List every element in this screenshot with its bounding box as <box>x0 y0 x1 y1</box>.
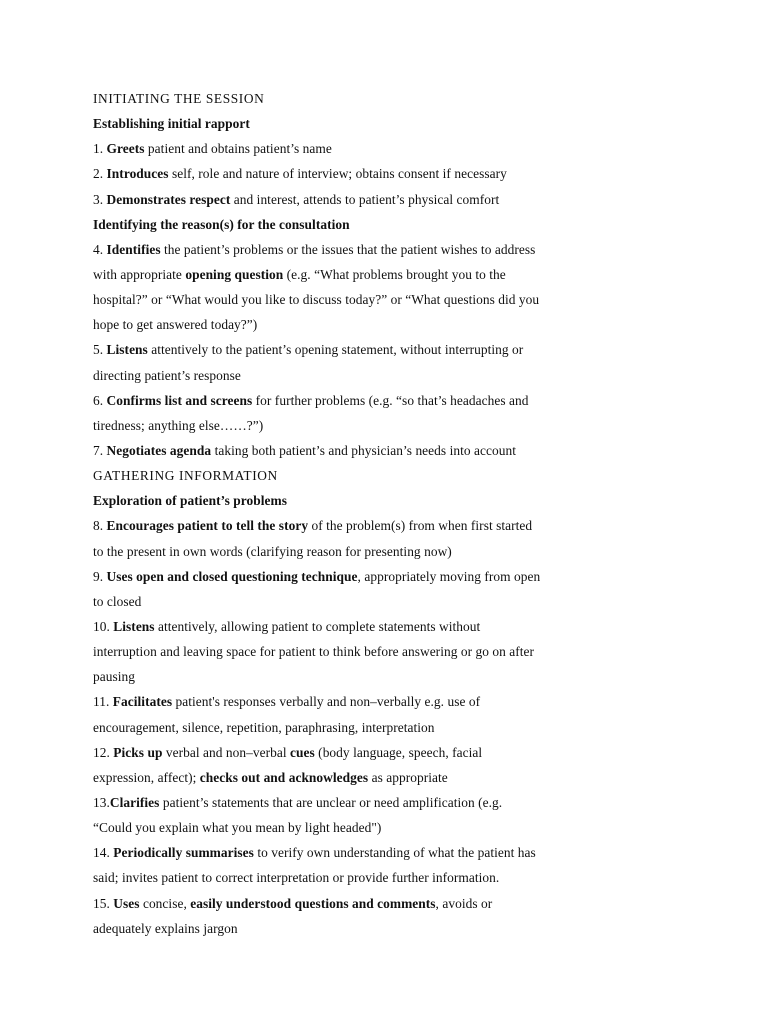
item-4-line-4: hope to get answered today?”) <box>93 317 258 333</box>
item-13: 13.Clarifies patient’s statements that are unclear or need amplification (e.g. <box>93 794 503 810</box>
item-5-line-2: directing patient’s response <box>93 367 241 383</box>
section-heading-gathering: GATHERING INFORMATION <box>93 468 278 484</box>
item-10-line-3: pausing <box>93 669 136 685</box>
item-11-line-2: encouragement, silence, repetition, paraphrasing, interpretation <box>93 719 435 735</box>
item-10: 10. Listens attentively, allowing patient to complete statements without <box>93 618 481 634</box>
subheading-exploration: Exploration of patient’s problems <box>93 493 287 509</box>
section-heading-initiating: INITIATING THE SESSION <box>93 91 265 106</box>
subheading-reasons: Identifying the reason(s) for the consultation <box>93 216 350 232</box>
item-5: 5. Listens attentively to the patient’s opening statement, without interrupting or <box>93 342 524 358</box>
item-6: 6. Confirms list and screens for further problems (e.g. “so that’s headaches and <box>93 392 529 408</box>
item-9-line-2: to closed <box>93 593 142 609</box>
item-12-line-2: expression, affect); checks out and acknowledges as appropriate <box>93 769 448 785</box>
item-3: 3. Demonstrates respect and interest, attends to patient’s physical comfort <box>93 191 500 207</box>
item-8-line-2: to the present in own words (clarifying reason for presenting now) <box>93 543 452 559</box>
item-12: 12. Picks up verbal and non–verbal cues (body language, speech, facial <box>93 744 483 760</box>
item-10-line-2: interruption and leaving space for patient to think before answering or go on after <box>93 644 535 660</box>
item-4: 4. Identifies the patient’s problems or the issues that the patient wishes to address <box>93 241 536 257</box>
item-8: 8. Encourages patient to tell the story of the problem(s) from when first started <box>93 518 533 534</box>
item-14-line-2: said; invites patient to correct interpretation or provide further information. <box>93 870 500 886</box>
document-page <box>93 86 723 941</box>
item-15: 15. Uses concise, easily understood questions and comments, avoids or <box>93 895 493 911</box>
item-4-line-3: hospital?” or “What would you like to discuss today?” or “What questions did you <box>93 292 540 308</box>
item-11: 11. Facilitates patient's responses verbally and non–verbally e.g. use of <box>93 694 481 710</box>
item-2: 2. Introduces self, role and nature of interview; obtains consent if necessary <box>93 166 507 182</box>
item-7: 7. Negotiates agenda taking both patient’s and physician’s needs into account <box>93 442 516 458</box>
item-14: 14. Periodically summarises to verify own understanding of what the patient has <box>93 845 536 861</box>
item-4-line-2: with appropriate opening question (e.g. “What problems brought you to the <box>93 266 506 282</box>
item-9: 9. Uses open and closed questioning technique, appropriately moving from open <box>93 568 541 584</box>
item-1: 1. Greets patient and obtains patient’s name <box>93 141 332 157</box>
item-15-line-2: adequately explains jargon <box>93 920 238 936</box>
item-6-line-2: tiredness; anything else……?”) <box>93 417 264 433</box>
subheading-initial-rapport: Establishing initial rapport <box>93 116 250 132</box>
item-13-line-2: “Could you explain what you mean by light headed") <box>93 820 382 836</box>
